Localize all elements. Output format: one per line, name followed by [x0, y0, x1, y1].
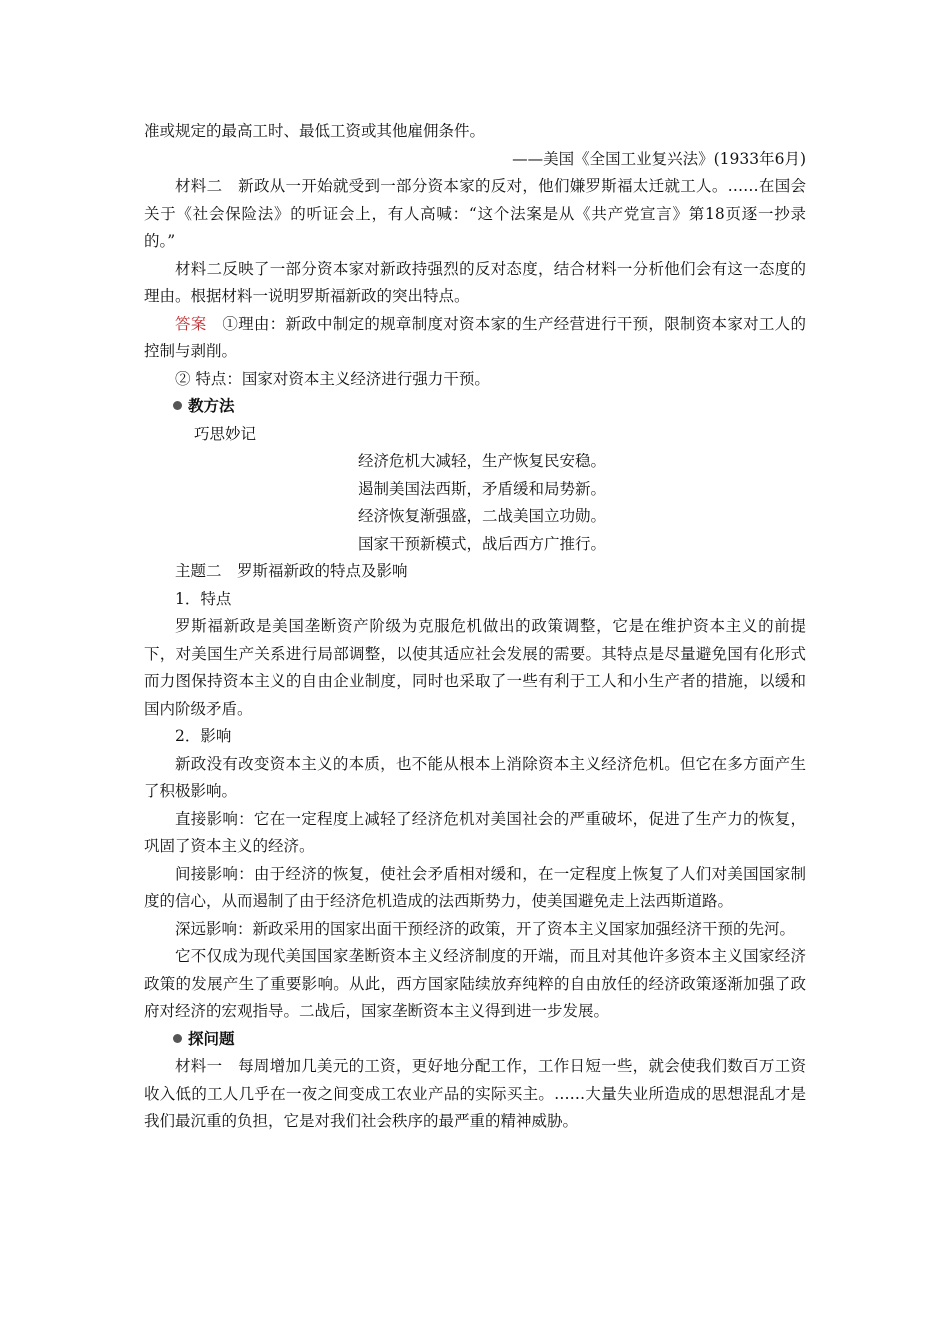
poem-line: 遏制美国法西斯，矛盾缓和局势新。 [358, 479, 607, 498]
point-2-intro: 新政没有改变资本主义的本质，也不能从根本上消除资本主义经济危机。但它在多方面产生了积极影响。 [144, 754, 806, 800]
bullet-dot-icon [173, 1034, 182, 1043]
document-body [144, 118, 806, 1136]
poem-line: 国家干预新模式，战后西方广推行。 [358, 534, 607, 553]
indirect-impact: 间接影响：由于经济的恢复，使社会矛盾相对缓和，在一定程度上恢复了人们对美国国家制度的信心，从而遏制了由于经济危机造成的法西斯势力，使美国避免走上法西斯道路。 [144, 864, 806, 910]
material-one-source: ——美国《全国工业复兴法》(1933年6月) [512, 149, 806, 168]
teach-method-heading [173, 393, 806, 421]
far-impact-more: 它不仅成为现代美国国家垄断资本主义经济制度的开端，而且对其他许多资本主义国家经济政策的发展产生了重要影响。从此，西方国家陆续放弃纯粹的自由放任的经济政策逐渐加强了政府对经济的宏观指导。二战后，国家垄断资本主义得到进一步发展。 [144, 947, 806, 1020]
topic-title: 主题二 罗斯福新政的特点及影响 [175, 562, 408, 580]
answer-point-2: ② 特点：国家对资本主义经济进行强力干预。 [175, 369, 490, 388]
answer-paragraph [144, 311, 806, 366]
direct-impact: 直接影响：它在一定程度上减轻了经济危机对美国社会的严重破坏，促进了生产力的恢复，巩固了资本主义的经济。 [144, 809, 806, 855]
poem-line: 经济危机大减轻，生产恢复民安稳。 [358, 452, 607, 470]
explore-material-one: 材料一 每周增加几美元的工资，更好地分配工作，工作日短一些，就会使我们数百万工资收入低的工人几乎在一夜之间变成工农业产品的实际买主。……大量失业所造成的思想混乱才是我们最沉重的负担，它是对我们社会秩序的最严重的精神威胁。 [144, 1057, 806, 1130]
bullet-dot-icon [173, 401, 182, 410]
point-2-title: 2．影响 [175, 727, 232, 745]
explore-question-heading [173, 1026, 806, 1054]
material-one-tail: 准或规定的最高工时、最低工资或其他雇佣条件。 [144, 122, 486, 140]
teach-method-title: 教方法 [188, 397, 235, 415]
material-two: 材料二 新政从一开始就受到一部分资本家的反对，他们嫌罗斯福太迁就工人。……在国会关于《社会保险法》的听证会上，有人高喊：“这个法案是从《共产党宣言》第18页逐一抄录的。” [144, 177, 806, 250]
question-text: 材料二反映了一部分资本家对新政持强烈的反对态度，结合材料一分析他们会有这一态度的理由。根据材料一说明罗斯福新政的突出特点。 [144, 259, 806, 305]
point-1-title: 1．特点 [175, 589, 232, 608]
answer-label: 答案 [175, 314, 207, 333]
explore-question-title: 探问题 [188, 1029, 235, 1048]
far-impact: 深远影响：新政采用的国家出面干预经济的政策，开了资本主义国家加强经济干预的先河。 [175, 919, 796, 938]
mnemonic-title: 巧思妙记 [194, 424, 257, 443]
poem-line: 经济恢复渐强盛，二战美国立功勋。 [358, 507, 607, 525]
answer-text: ①理由：新政中制定的规章制度对资本家的生产经营进行干预，限制资本家对工人的控制与剥削。 [144, 314, 806, 360]
point-1-text: 罗斯福新政是美国垄断资产阶级为克服危机做出的政策调整，它是在维护资本主义的前提下，对美国生产关系进行局部调整，以使其适应社会发展的需要。其特点是尽量避免国有化形式而力图保持资本主义的自由企业制度，同时也采取了一些有利于工人和小生产者的措施，以缓和国内阶级矛盾。 [144, 617, 806, 718]
